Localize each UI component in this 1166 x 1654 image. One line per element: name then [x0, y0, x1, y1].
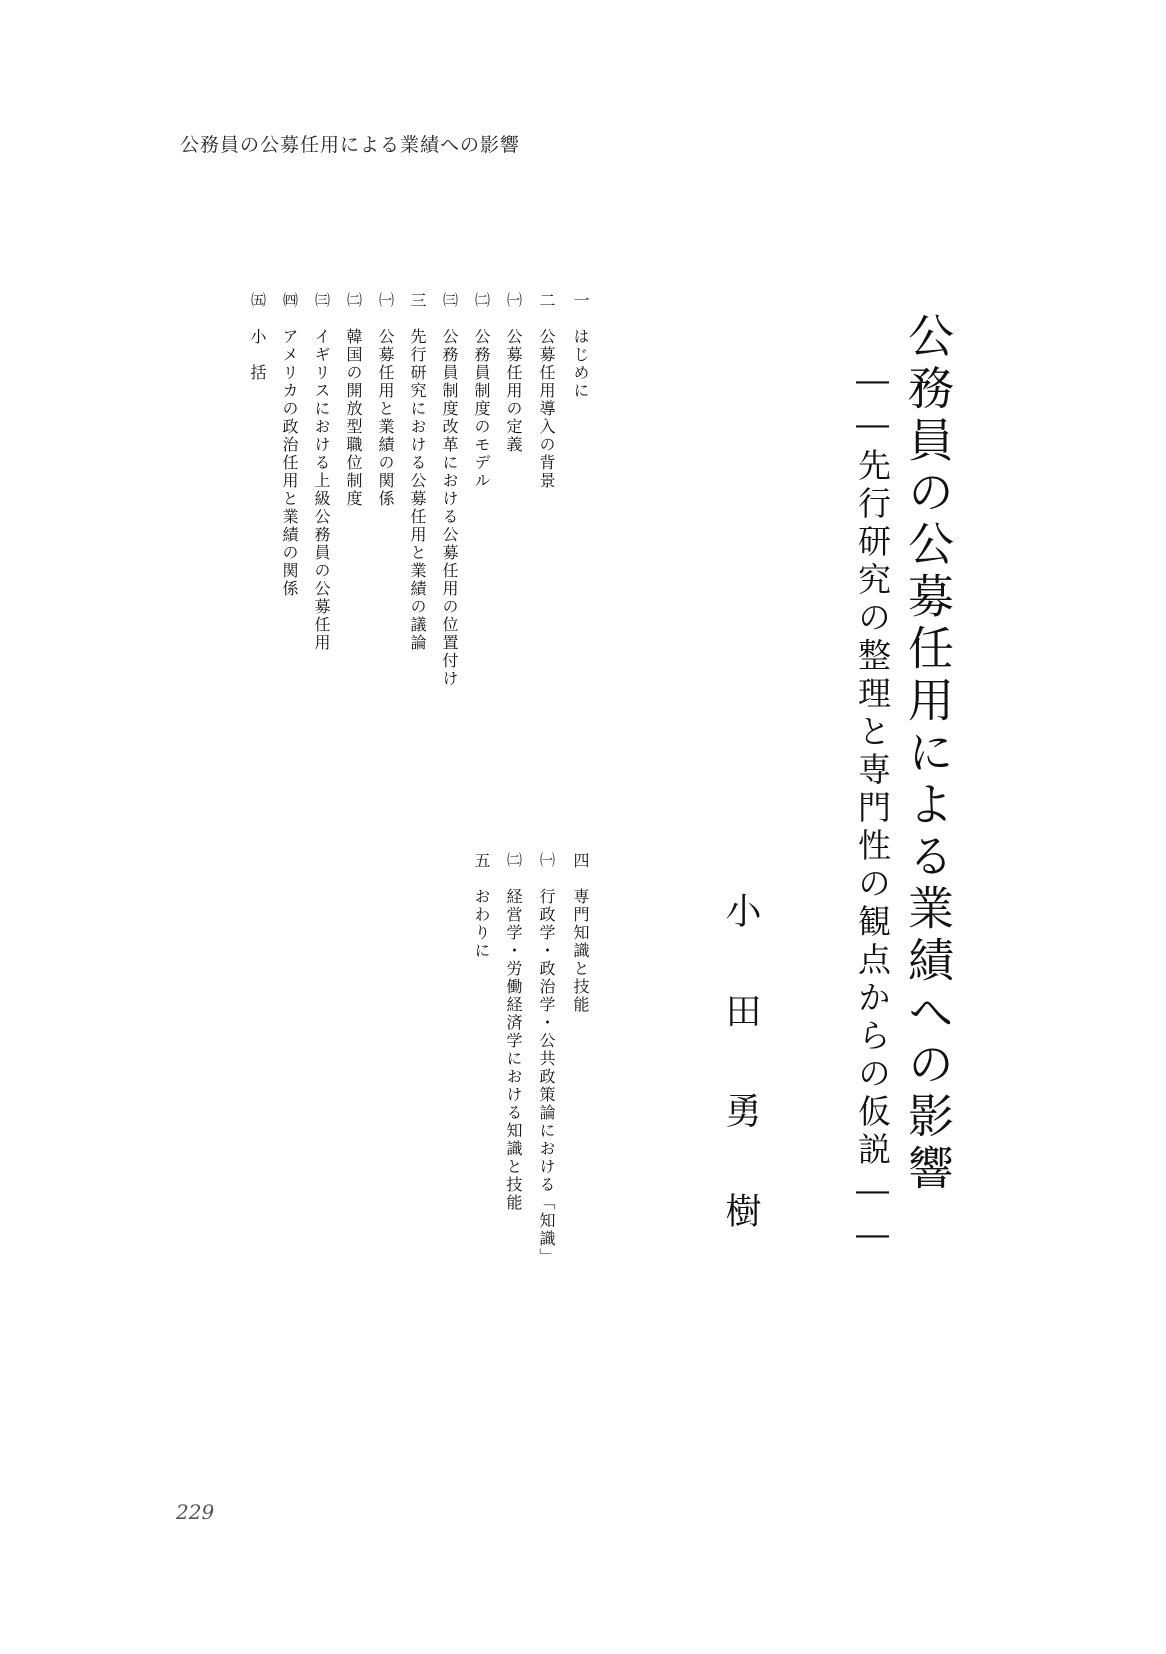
author-name: 小田勇樹: [720, 892, 761, 1292]
toc-entry-label: 韓国の開放型職位制度: [344, 328, 363, 508]
toc-entry-label: 小 括: [248, 328, 267, 382]
toc-entry-label: アメリカの政治任用と業績の関係: [280, 328, 299, 598]
article-title: 公務員の公募任用による業績への影響: [901, 312, 955, 1196]
toc-entry-label: 専門知識と技能: [571, 888, 590, 1014]
toc-entry-label: 経営学・労働経済学における知識と技能: [504, 888, 523, 1212]
toc-entry-number: ㈡: [505, 852, 523, 869]
toc-entry: [473, 852, 489, 960]
toc-entry-number: 四: [571, 852, 590, 870]
toc-entry-number: ㈠: [377, 292, 395, 309]
toc-entry-label: おわりに: [472, 888, 491, 960]
toc-entry-label: 公務員制度のモデル: [472, 328, 491, 490]
toc-entry: [572, 852, 588, 1014]
toc-entry: [538, 852, 554, 1266]
toc-entry-label: 公募任用導入の背景: [537, 328, 556, 490]
toc-entry-label: 公募任用と業績の関係: [376, 328, 395, 508]
toc-entry: [345, 292, 361, 508]
running-head: 公務員の公募任用による業績への影響: [180, 134, 521, 156]
toc-entry-number: ㈠: [538, 852, 556, 869]
toc-entry: [505, 852, 521, 1212]
page-number: 229: [176, 1500, 215, 1524]
toc-entry-number: ㈡: [473, 292, 491, 309]
toc-entry: [377, 292, 393, 508]
toc-entry: [313, 292, 329, 652]
toc-entry-number: 一: [571, 292, 590, 310]
toc-entry-number: 二: [537, 292, 556, 310]
toc-entry-label: 行政学・政治学・公共政策論における「知識」: [537, 888, 556, 1266]
toc-entry-number: ㈣: [281, 292, 299, 309]
toc-entry-number: ㈤: [249, 292, 267, 309]
toc-entry-label: 先行研究における公募任用と業績の議論: [408, 328, 427, 652]
toc-entry: [572, 292, 588, 400]
toc-entry-number: ㈠: [505, 292, 523, 309]
toc-entry-number: ㈡: [345, 292, 363, 309]
toc-entry: [409, 292, 425, 652]
toc-entry-number: 三: [408, 292, 427, 310]
toc-entry-label: イギリスにおける上級公務員の公募任用: [312, 328, 331, 652]
toc-entry: [473, 292, 489, 490]
toc-entry-label: 公募任用の定義: [504, 328, 523, 454]
table-of-contents: [0, 292, 1166, 1292]
article-subtitle: ――先行研究の整理と専門性の観点からの仮説――: [853, 360, 892, 1258]
toc-entry-number: 五: [472, 852, 491, 870]
toc-entry: [505, 292, 521, 454]
toc-entry: [441, 292, 457, 688]
toc-entry-number: ㈢: [441, 292, 459, 309]
toc-entry: [249, 292, 265, 382]
toc-entry-label: はじめに: [571, 328, 590, 400]
toc-entry: [281, 292, 297, 598]
toc-entry-label: 公務員制度改革における公募任用の位置付け: [440, 328, 459, 688]
toc-entry: [538, 292, 554, 490]
toc-entry-number: ㈢: [313, 292, 331, 309]
